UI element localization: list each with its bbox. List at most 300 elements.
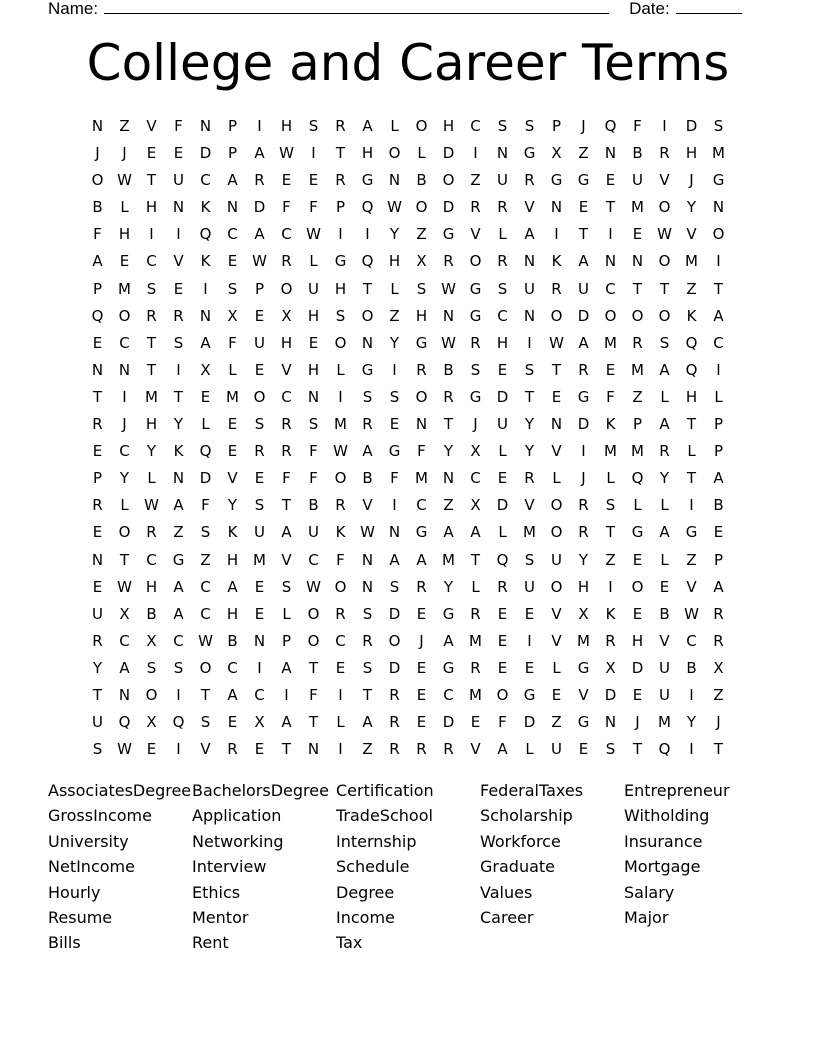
- grid-letter: T: [605, 198, 616, 217]
- grid-letter: M: [334, 415, 347, 434]
- grid-letter: F: [498, 713, 507, 732]
- grid-letter: G: [442, 604, 455, 623]
- grid-letter: W: [333, 442, 348, 461]
- grid-letter: T: [200, 685, 211, 704]
- grid-letter: I: [176, 685, 181, 704]
- grid-letter: A: [713, 306, 724, 325]
- grid-letter: U: [173, 171, 184, 190]
- grid-letter: N: [226, 198, 239, 217]
- grid-letter: T: [443, 415, 454, 434]
- grid-letter: Q: [172, 713, 185, 732]
- grid-letter: Z: [443, 496, 454, 515]
- grid-letter: A: [389, 550, 400, 569]
- word-bank-item: Hourly: [48, 882, 101, 902]
- grid-letter: G: [469, 387, 482, 406]
- grid-letter: N: [253, 631, 266, 650]
- grid-letter: A: [659, 523, 670, 542]
- grid-row: [84, 465, 732, 492]
- grid-letter: A: [173, 577, 184, 596]
- grid-letter: C: [443, 685, 454, 704]
- grid-letter: G: [469, 306, 482, 325]
- grid-letter: Q: [118, 713, 131, 732]
- grid-letter: Z: [713, 685, 724, 704]
- grid-letter: O: [280, 279, 293, 298]
- grid-letter: S: [92, 740, 103, 759]
- grid-letter: W: [549, 333, 564, 352]
- grid-letter: Q: [361, 252, 374, 271]
- grid-letter: T: [470, 550, 481, 569]
- grid-letter: W: [144, 496, 159, 515]
- grid-letter: F: [174, 117, 183, 135]
- grid-letter: O: [91, 171, 104, 190]
- grid-row: [84, 492, 732, 519]
- grid-row: [84, 330, 732, 357]
- word-bank-item: Values: [480, 882, 533, 902]
- grid-letter: E: [227, 252, 238, 271]
- grid-letter: B: [92, 198, 103, 217]
- grid-letter: M: [523, 523, 536, 542]
- grid-letter: H: [307, 360, 320, 379]
- grid-letter: V: [686, 577, 697, 596]
- grid-letter: M: [253, 550, 266, 569]
- grid-letter: Z: [362, 740, 373, 759]
- grid-letter: M: [469, 631, 482, 650]
- grid-letter: I: [284, 685, 289, 704]
- grid-letter: R: [146, 306, 157, 325]
- grid-letter: P: [713, 550, 724, 569]
- grid-letter: O: [550, 577, 563, 596]
- grid-letter: A: [443, 523, 454, 542]
- grid-letter: N: [361, 577, 374, 596]
- grid-letter: R: [227, 740, 238, 759]
- grid-row: [84, 709, 732, 736]
- grid-letter: V: [470, 740, 481, 759]
- grid-letter: R: [92, 496, 103, 515]
- grid-letter: K: [551, 252, 562, 271]
- grid-letter: U: [659, 658, 670, 677]
- grid-letter: T: [632, 279, 643, 298]
- grid-letter: R: [335, 117, 346, 135]
- grid-letter: N: [361, 333, 374, 352]
- grid-letter: G: [712, 171, 725, 190]
- grid-letter: P: [227, 117, 238, 135]
- grid-letter: O: [388, 631, 401, 650]
- grid-letter: C: [200, 171, 211, 190]
- grid-letter: S: [281, 577, 292, 596]
- word-bank-item: Workforce: [480, 831, 561, 851]
- grid-letter: E: [551, 685, 562, 704]
- grid-letter: E: [92, 333, 103, 352]
- date-blank-line[interactable]: [676, 0, 742, 14]
- grid-letter: O: [307, 604, 320, 623]
- grid-letter: M: [469, 685, 482, 704]
- grid-letter: G: [415, 333, 428, 352]
- grid-row: [84, 574, 732, 601]
- grid-letter: I: [338, 685, 343, 704]
- grid-letter: G: [550, 171, 563, 190]
- grid-letter: O: [118, 523, 131, 542]
- grid-letter: E: [119, 252, 130, 271]
- grid-letter: I: [689, 496, 694, 515]
- grid-letter: V: [578, 685, 589, 704]
- grid-letter: F: [309, 469, 318, 488]
- grid-letter: E: [146, 144, 157, 163]
- grid-row: [84, 601, 732, 628]
- grid-letter: F: [606, 387, 615, 406]
- grid-letter: D: [631, 658, 644, 677]
- grid-letter: J: [581, 117, 586, 135]
- grid-letter: R: [173, 306, 184, 325]
- grid-letter: L: [282, 604, 291, 623]
- grid-letter: D: [199, 144, 212, 163]
- grid-letter: I: [338, 225, 343, 244]
- grid-letter: O: [253, 387, 266, 406]
- grid-letter: R: [605, 631, 616, 650]
- grid-letter: Q: [199, 225, 212, 244]
- grid-letter: T: [173, 387, 184, 406]
- grid-letter: C: [281, 225, 292, 244]
- grid-letter: I: [257, 117, 262, 135]
- grid-letter: L: [147, 469, 156, 488]
- grid-letter: S: [362, 604, 373, 623]
- grid-letter: A: [497, 740, 508, 759]
- grid-letter: L: [606, 469, 615, 488]
- grid-letter: G: [334, 252, 347, 271]
- grid-letter: H: [361, 144, 374, 163]
- grid-letter: O: [604, 306, 617, 325]
- grid-letter: Q: [604, 117, 617, 135]
- grid-letter: I: [365, 225, 370, 244]
- grid-letter: R: [524, 171, 535, 190]
- grid-letter: A: [119, 658, 130, 677]
- grid-letter: C: [470, 117, 481, 135]
- grid-letter: S: [308, 117, 319, 135]
- grid-letter: Y: [389, 333, 400, 352]
- grid-letter: R: [416, 360, 427, 379]
- grid-letter: S: [524, 360, 535, 379]
- grid-letter: E: [416, 604, 427, 623]
- grid-letter: L: [660, 550, 669, 569]
- grid-letter: C: [605, 279, 616, 298]
- grid-letter: U: [578, 279, 589, 298]
- grid-letter: O: [496, 685, 509, 704]
- grid-letter: N: [442, 469, 455, 488]
- grid-letter: L: [390, 279, 399, 298]
- grid-letter: W: [198, 631, 213, 650]
- grid-letter: C: [308, 550, 319, 569]
- grid-letter: E: [416, 713, 427, 732]
- grid-letter: G: [631, 523, 644, 542]
- grid-letter: C: [119, 442, 130, 461]
- grid-letter: A: [578, 252, 589, 271]
- grid-letter: N: [199, 117, 212, 135]
- grid-letter: N: [604, 713, 617, 732]
- grid-letter: P: [254, 279, 265, 298]
- word-bank-item: Resume: [48, 907, 113, 927]
- grid-letter: H: [442, 117, 455, 135]
- grid-letter: M: [442, 550, 455, 569]
- grid-letter: X: [281, 306, 292, 325]
- grid-letter: N: [388, 171, 401, 190]
- word-bank: [48, 778, 768, 956]
- grid-letter: K: [605, 604, 616, 623]
- word-bank-item: Schedule: [336, 857, 410, 877]
- word-bank-item: FederalTaxes: [480, 781, 584, 800]
- grid-letter: N: [307, 740, 320, 759]
- grid-letter: F: [282, 198, 291, 217]
- grid-letter: E: [578, 198, 589, 217]
- grid-letter: T: [362, 685, 373, 704]
- grid-letter: C: [227, 658, 238, 677]
- grid-letter: A: [362, 117, 373, 135]
- grid-letter: O: [388, 144, 401, 163]
- header-fields: [48, 0, 742, 20]
- grid-letter: V: [470, 225, 481, 244]
- grid-letter: T: [362, 279, 373, 298]
- grid-letter: Y: [443, 442, 454, 461]
- grid-letter: R: [551, 279, 562, 298]
- grid-letter: P: [92, 279, 103, 298]
- grid-letter: J: [95, 144, 100, 163]
- grid-letter: D: [199, 469, 212, 488]
- grid-letter: S: [200, 713, 211, 732]
- word-bank-item: Application: [192, 806, 282, 826]
- grid-letter: W: [117, 171, 132, 190]
- grid-letter: X: [227, 306, 238, 325]
- word-search-grid: [84, 113, 732, 763]
- grid-letter: I: [392, 360, 397, 379]
- grid-letter: S: [146, 658, 157, 677]
- grid-letter: H: [334, 279, 347, 298]
- grid-letter: P: [281, 631, 292, 650]
- grid-letter: I: [689, 685, 694, 704]
- grid-letter: S: [470, 360, 481, 379]
- grid-letter: S: [254, 415, 265, 434]
- grid-letter: E: [92, 442, 103, 461]
- grid-letter: A: [713, 577, 724, 596]
- grid-letter: L: [390, 117, 399, 135]
- grid-letter: R: [281, 442, 292, 461]
- grid-letter: V: [686, 225, 697, 244]
- grid-letter: B: [362, 469, 373, 488]
- grid-letter: S: [605, 740, 616, 759]
- grid-letter: X: [200, 360, 211, 379]
- grid-letter: G: [172, 550, 185, 569]
- grid-letter: L: [660, 496, 669, 515]
- grid-letter: Q: [685, 360, 698, 379]
- grid-letter: H: [577, 577, 590, 596]
- grid-letter: F: [228, 333, 237, 352]
- grid-letter: R: [146, 523, 157, 542]
- grid-letter: E: [254, 469, 265, 488]
- grid-letter: S: [497, 279, 508, 298]
- grid-letter: T: [308, 713, 319, 732]
- grid-letter: A: [659, 415, 670, 434]
- grid-letter: E: [497, 604, 508, 623]
- grid-letter: W: [252, 252, 267, 271]
- grid-letter: I: [176, 740, 181, 759]
- grid-letter: X: [119, 604, 130, 623]
- grid-letter: R: [659, 144, 670, 163]
- grid-letter: A: [281, 523, 292, 542]
- grid-letter: R: [92, 415, 103, 434]
- grid-letter: E: [497, 631, 508, 650]
- grid-letter: C: [335, 631, 346, 650]
- word-bank-item: Degree: [336, 882, 395, 902]
- grid-letter: W: [279, 144, 294, 163]
- grid-letter: V: [524, 496, 535, 515]
- grid-letter: G: [361, 171, 374, 190]
- grid-letter: R: [281, 415, 292, 434]
- grid-row: [84, 194, 732, 221]
- grid-letter: O: [658, 252, 671, 271]
- grid-letter: Y: [659, 469, 670, 488]
- grid-letter: H: [118, 225, 131, 244]
- grid-letter: E: [416, 685, 427, 704]
- grid-letter: U: [524, 279, 535, 298]
- grid-letter: Q: [631, 469, 644, 488]
- grid-letter: W: [387, 198, 402, 217]
- grid-row: [84, 248, 732, 275]
- grid-letter: Z: [200, 550, 211, 569]
- word-bank-item: Ethics: [192, 882, 241, 902]
- grid-letter: I: [608, 577, 613, 596]
- grid-letter: U: [308, 523, 319, 542]
- grid-letter: S: [416, 279, 427, 298]
- grid-letter: T: [281, 740, 292, 759]
- grid-letter: I: [176, 225, 181, 244]
- grid-letter: R: [713, 604, 724, 623]
- grid-letter: X: [416, 252, 427, 271]
- grid-letter: I: [203, 279, 208, 298]
- grid-letter: M: [415, 469, 428, 488]
- grid-letter: W: [306, 225, 321, 244]
- grid-letter: C: [416, 496, 427, 515]
- grid-letter: T: [713, 279, 724, 298]
- grid-letter: E: [497, 360, 508, 379]
- grid-letter: Y: [227, 496, 238, 515]
- grid-letter: Y: [686, 198, 697, 217]
- grid-letter: Y: [443, 577, 454, 596]
- grid-letter: V: [362, 496, 373, 515]
- grid-letter: L: [498, 225, 507, 244]
- grid-letter: V: [551, 631, 562, 650]
- grid-letter: E: [497, 658, 508, 677]
- grid-letter: P: [713, 415, 724, 434]
- grid-letter: E: [389, 415, 400, 434]
- grid-letter: N: [631, 252, 644, 271]
- grid-letter: E: [92, 523, 103, 542]
- grid-letter: E: [200, 387, 211, 406]
- grid-letter: T: [605, 523, 616, 542]
- grid-letter: N: [523, 306, 536, 325]
- grid-letter: G: [415, 523, 428, 542]
- grid-letter: R: [443, 387, 454, 406]
- grid-row: [84, 221, 732, 248]
- grid-row: [84, 411, 732, 438]
- grid-letter: Z: [578, 144, 589, 163]
- grid-letter: S: [227, 279, 238, 298]
- grid-letter: G: [577, 658, 590, 677]
- grid-letter: O: [118, 306, 131, 325]
- grid-letter: C: [281, 387, 292, 406]
- grid-letter: N: [91, 117, 104, 135]
- grid-letter: D: [577, 306, 590, 325]
- grid-letter: P: [227, 144, 238, 163]
- grid-letter: O: [415, 198, 428, 217]
- grid-letter: N: [550, 415, 563, 434]
- grid-letter: L: [336, 360, 345, 379]
- grid-letter: E: [632, 550, 643, 569]
- grid-letter: G: [442, 658, 455, 677]
- grid-letter: L: [336, 713, 345, 732]
- grid-letter: E: [254, 577, 265, 596]
- grid-letter: X: [470, 442, 481, 461]
- grid-letter: E: [632, 685, 643, 704]
- grid-letter: V: [659, 631, 670, 650]
- grid-letter: R: [659, 442, 670, 461]
- grid-letter: T: [308, 658, 319, 677]
- grid-letter: S: [497, 117, 508, 135]
- grid-letter: V: [173, 252, 184, 271]
- grid-letter: S: [200, 523, 211, 542]
- grid-letter: R: [578, 360, 589, 379]
- grid-letter: T: [659, 279, 670, 298]
- grid-letter: J: [122, 415, 127, 434]
- grid-letter: R: [470, 198, 481, 217]
- grid-letter: B: [416, 171, 427, 190]
- grid-letter: E: [605, 360, 616, 379]
- grid-letter: Q: [496, 550, 509, 569]
- grid-letter: O: [415, 387, 428, 406]
- grid-row: [84, 628, 732, 655]
- grid-letter: Y: [524, 442, 535, 461]
- grid-letter: R: [389, 740, 400, 759]
- grid-letter: P: [632, 415, 643, 434]
- grid-letter: C: [200, 604, 211, 623]
- grid-letter: T: [92, 387, 103, 406]
- grid-letter: G: [577, 387, 590, 406]
- grid-letter: M: [145, 387, 158, 406]
- grid-letter: M: [577, 631, 590, 650]
- grid-letter: A: [281, 658, 292, 677]
- grid-letter: D: [253, 198, 266, 217]
- grid-letter: S: [389, 387, 400, 406]
- name-blank-line[interactable]: [104, 0, 609, 14]
- grid-letter: S: [713, 117, 724, 135]
- grid-letter: M: [712, 144, 725, 163]
- grid-letter: H: [307, 306, 320, 325]
- word-bank-item: Rent: [192, 933, 229, 953]
- word-bank-item: Tax: [336, 933, 363, 953]
- grid-letter: R: [362, 415, 373, 434]
- grid-letter: A: [659, 360, 670, 379]
- grid-letter: Y: [173, 415, 184, 434]
- grid-letter: C: [254, 685, 265, 704]
- word-bank-item: Mentor: [192, 907, 249, 927]
- grid-letter: A: [362, 442, 373, 461]
- grid-letter: B: [686, 658, 697, 677]
- grid-letter: E: [173, 144, 184, 163]
- grid-row: [84, 438, 732, 465]
- word-bank-item: AssociatesDegree: [48, 781, 192, 800]
- grid-row: [84, 384, 732, 411]
- grid-letter: W: [684, 604, 699, 623]
- grid-letter: O: [307, 631, 320, 650]
- grid-letter: N: [523, 252, 536, 271]
- grid-letter: M: [604, 333, 617, 352]
- grid-letter: L: [201, 415, 210, 434]
